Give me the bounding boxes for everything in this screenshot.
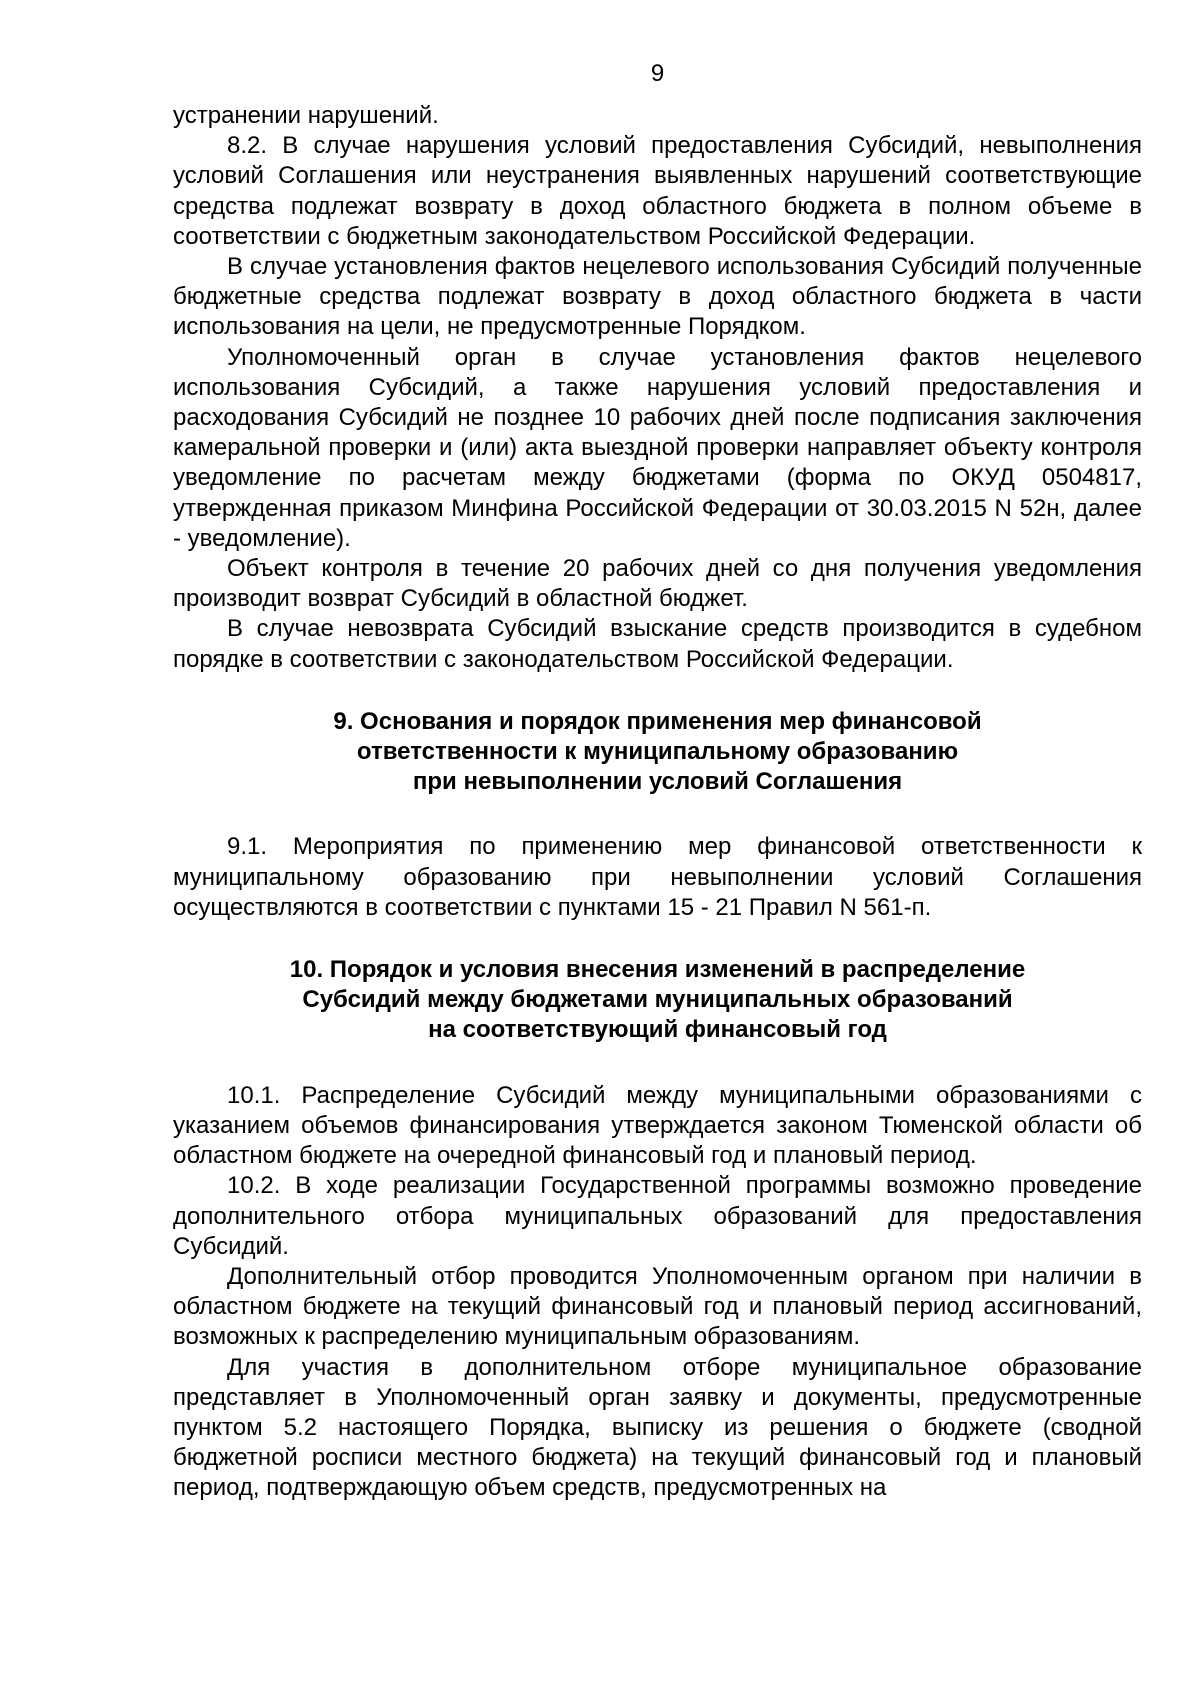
paragraph-misuse-return: В случае установления фактов нецелевого использования Субсидий полученные бюджетные средства подлежат возврату в доход областного бюджета в части использования на цели, не предусмотренные Порядком. [173,253,1142,341]
section-9-heading [173,707,1142,798]
section-spacer [173,797,1142,832]
section-9-heading-line: 9. Основания и порядок применения мер финансовой [333,707,982,735]
section-spacer [173,1046,1142,1081]
paragraph-10-1: 10.1. Распределение Субсидий между муниципальными образованиями с указанием объемов финансирования утверждается законом Тюменской области об областном бюджете на очередной финансовый год и плановый период. [173,1081,1142,1170]
paragraph-8-2: 8.2. В случае нарушения условий предоставления Субсидий, невыполнения условий Соглашения или неустранения выявленных нарушений соответствующие средства подлежат возврату в доход областного бюджета в полном объеме в соответствии с бюджетным законодательством Российской Федерации. [173,132,1142,250]
section-10-heading-line: на соответствующий финансовый год [428,1016,887,1044]
paragraph-10-2: 10.2. В ходе реализации Государственной программы возможно проведение дополнительного отбора муниципальных образований для предоставления Субсидий. [173,1172,1142,1260]
paragraph-selection-participation: Для участия в дополнительном отборе муниципальное образование представляет в Уполномоченный орган заявку и документы, предусмотренные пунктом 5.2 настоящего Порядка, выписку из решения о бюджете (сводной бюджетной росписи местного бюджета) на текущий финансовый год и плановый период, подтверждающую объем средств, предусмотренных на [173,1353,1142,1502]
document-page [173,54,1142,1504]
page-number: 9 [650,60,665,87]
section-spacer [173,675,1142,707]
section-10-heading-line: 10. Порядок и условия внесения изменений в распределение [289,956,1026,984]
paragraph-additional-selection: Дополнительный отбор проводится Уполномоченным органом при наличии в областном бюджете на текущий финансовый год и плановый период ассигнований, возможных к распределению муниципальным образованиям. [173,1262,1142,1351]
paragraph-authority-notice: Уполномоченный орган в случае установления фактов нецелевого использования Субсидий, а также нарушения условий предоставления и расходования Субсидий не позднее 10 рабочих дней после подписания заключения камеральной проверки и (или) акта выездной проверки направляет объекту контроля уведомление по расчетам между бюджетами (форма по ОКУД 0504817, утвержденная приказом Минфина Российской Федерации от 30.03.2015 N 52н, далее - уведомление). [173,343,1142,552]
paragraph-continuation: устранении нарушений. [173,102,439,129]
paragraph-court-recovery: В случае невозврата Субсидий взыскание средств производится в судебном порядке в соответствии с законодательством Российской Федерации. [173,615,1142,673]
paragraph-9-1: 9.1. Мероприятия по применению мер финансовой ответственности к муниципальному образованию при невыполнении условий Соглашения осуществляются в соответствии с пунктами 15 - 21 Правил N 561-п. [173,833,1142,921]
paragraph-object-return: Объект контроля в течение 20 рабочих дней со дня получения уведомления производит возврат Субсидий в областной бюджет. [173,555,1142,613]
section-9-heading-line: ответственности к муниципальному образованию [356,738,959,766]
section-10-heading [173,955,1142,1046]
section-10-heading-line: Субсидий между бюджетами муниципальных образований [302,986,1013,1014]
section-9-heading-line: при невыполнении условий Соглашения [412,768,903,796]
section-spacer [173,923,1142,955]
